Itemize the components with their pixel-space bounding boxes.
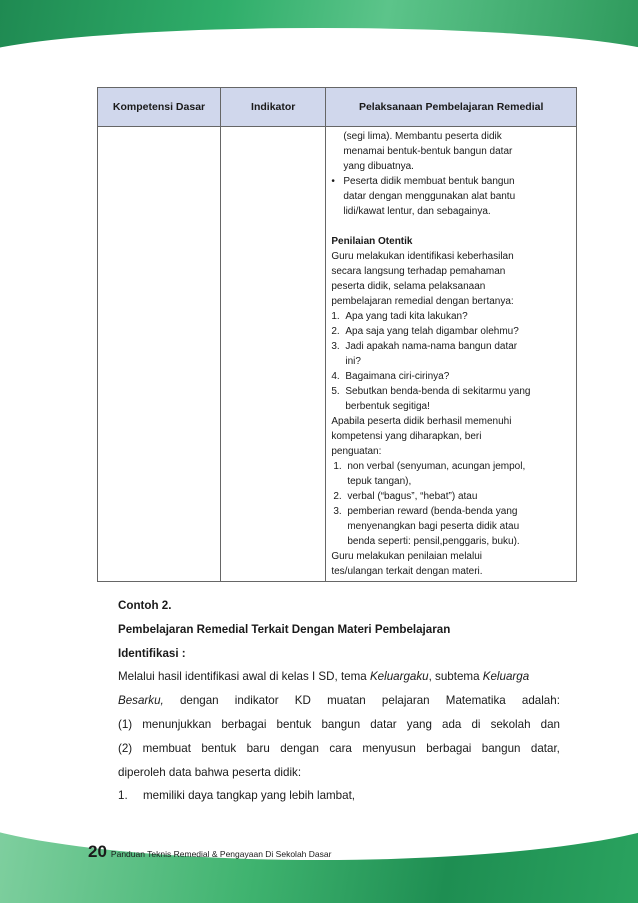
table-row — [98, 127, 577, 582]
bullet-icon: • — [331, 176, 335, 187]
text-line: benda seperti: pensil,penggaris, buku). — [347, 536, 520, 547]
paragraph-line: Besarku, dengan indikator KD muatan pelajaran Matematika adalah: — [118, 694, 560, 708]
text-line: berbentuk segitiga! — [345, 401, 430, 412]
header-indikator: Indikator — [221, 88, 326, 127]
list-item: 3. Jadi apakah nama-nama bangun datar — [331, 341, 518, 352]
text-line: Guru melakukan penilaian melalui — [331, 551, 482, 562]
text-line: Apabila peserta didik berhasil memenuhi — [331, 416, 512, 427]
list-item: 5. Sebutkan benda-benda di sekitarmu yang — [331, 386, 531, 397]
list-item: 4. Bagaimana ciri-cirinya? — [331, 371, 450, 382]
paragraph-line: diperoleh data bahwa peserta didik: — [118, 765, 302, 779]
penilaian-title: Penilaian Otentik — [331, 236, 413, 247]
contoh-label: Contoh 2. — [118, 599, 172, 612]
list-item: 3. pemberian reward (benda-benda yang — [333, 506, 518, 517]
text-line: peserta didik, selama pelaksanaan — [331, 281, 486, 292]
page-footer — [88, 842, 331, 862]
cell-pelaksanaan — [326, 127, 577, 582]
text-line: pembelajaran remedial dengan bertanya: — [331, 296, 514, 307]
body-text — [118, 594, 560, 808]
list-item: 1. non verbal (senyuman, acungan jempol, — [333, 461, 526, 472]
text-line: yang dibuatnya. — [343, 161, 414, 172]
list-item: 1. memiliki daya tangkap yang lebih lambat, — [118, 789, 356, 803]
page-number: 20 — [88, 842, 107, 861]
identifikasi-label: Identifikasi : — [118, 646, 186, 660]
table-header-row — [98, 88, 577, 127]
text-line: Peserta didik membuat bentuk bangun — [343, 176, 515, 187]
paragraph-line: (2) membuat bentuk baru dengan cara menyusun berbagai bangun datar, — [118, 741, 560, 755]
header-kompetensi: Kompetensi Dasar — [98, 88, 221, 127]
text-line: menyenangkan bagi peserta didik atau — [347, 521, 520, 532]
text-line: ini? — [345, 356, 361, 367]
text-line: secara langsung terhadap pemahaman — [331, 266, 506, 277]
text-line: tes/ulangan terkait dengan materi. — [331, 566, 483, 577]
cell-kompetensi — [98, 127, 221, 582]
header-pelaksanaan: Pelaksanaan Pembelajaran Remedial — [326, 88, 577, 127]
footer-title: Panduan Teknis Remedial & Pengayaan Di Sekolah Dasar — [110, 849, 332, 859]
text-line: lidi/kawat lentur, dan sebagainya. — [343, 206, 491, 217]
bullet-item — [331, 174, 572, 189]
paragraph-line: Melalui hasil identifikasi awal di kelas I SD, tema Keluargaku, subtema Keluarga — [118, 670, 530, 684]
text-line: tepuk tangan), — [347, 476, 412, 487]
cell-indikator — [221, 127, 326, 582]
remedial-table — [97, 87, 577, 582]
list-item: 2. Apa saja yang telah digambar olehmu? — [331, 326, 519, 337]
text-line: menamai bentuk-bentuk bangun datar — [343, 146, 513, 157]
text-line: Guru melakukan identifikasi keberhasilan — [331, 251, 514, 262]
text-line: (segi lima). Membantu peserta didik — [343, 131, 502, 142]
text-line: kompetensi yang diharapkan, beri — [331, 431, 482, 442]
header-band — [0, 0, 638, 62]
text-line: datar dengan menggunakan alat bantu — [343, 191, 516, 202]
list-item: 2. verbal (“bagus”, “hebat”) atau — [333, 491, 478, 502]
text-line: penguatan: — [331, 446, 382, 457]
section-heading: Pembelajaran Remedial Terkait Dengan Materi Pembelajaran — [118, 622, 451, 636]
list-item: 1. Apa yang tadi kita lakukan? — [331, 311, 468, 322]
paragraph-line: (1) menunjukkan berbagai bentuk bangun datar yang ada di sekolah dan — [118, 717, 560, 731]
